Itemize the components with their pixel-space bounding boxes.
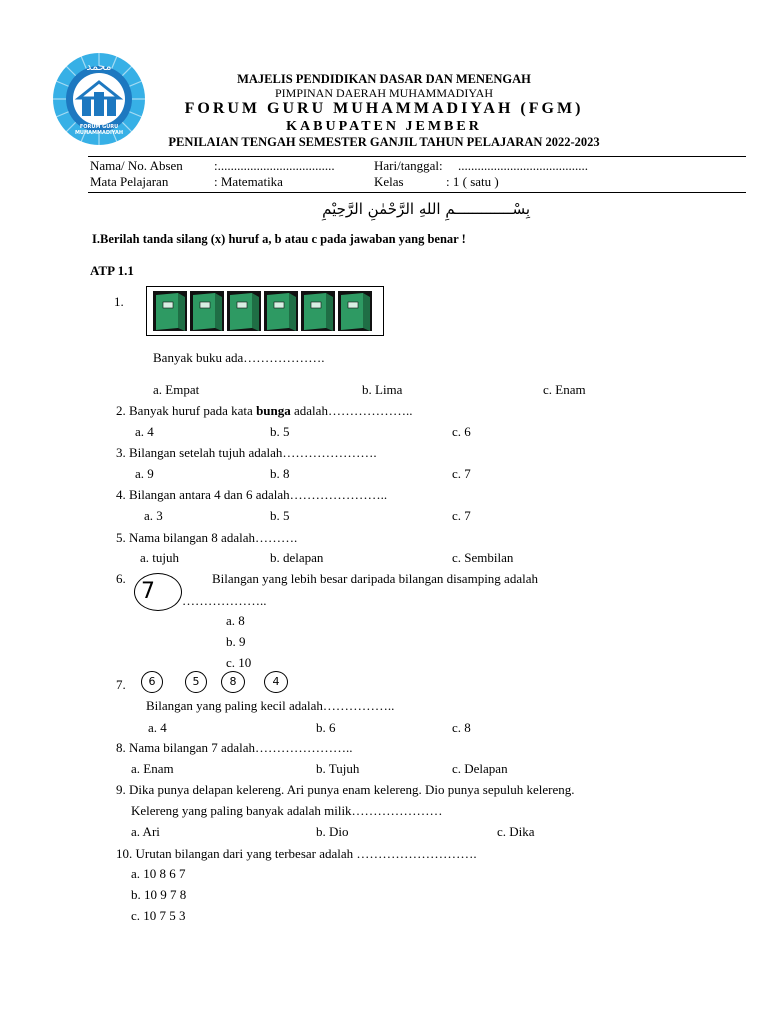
q9-option-a[interactable]: a. Ari bbox=[131, 824, 160, 839]
q8-option-b[interactable]: b. Tujuh bbox=[316, 761, 360, 776]
q1-text: Banyak buku ada………………. bbox=[153, 350, 325, 365]
date-label: Hari/tanggal: bbox=[374, 158, 443, 173]
q3-option-a[interactable]: a. 9 bbox=[135, 466, 154, 481]
q7-option-b[interactable]: b. 6 bbox=[316, 720, 336, 735]
q6-option-a[interactable]: a. 8 bbox=[226, 613, 245, 628]
q7-circle-3-value: 8 bbox=[229, 675, 237, 688]
subject-value: : Matematika bbox=[214, 174, 283, 189]
basmalah: بِسْـــــــــــــمِ اللهِ الرَّحْمٰنِ الرَّحِيْمِ bbox=[322, 200, 530, 218]
header-line-5: PENILAIAN TENGAH SEMESTER GANJIL TAHUN PELAJARAN 2022-2023 bbox=[168, 135, 600, 149]
q10-text: 10. Urutan bilangan dari yang terbesar adalah ………………………. bbox=[116, 846, 477, 861]
q9-option-c[interactable]: c. Dika bbox=[497, 824, 535, 839]
header-line-4: KABUPATEN JEMBER bbox=[286, 119, 482, 134]
q7-circle-1 bbox=[141, 671, 163, 693]
q4-option-a[interactable]: a. 3 bbox=[144, 508, 163, 523]
q6-option-b[interactable]: b. 9 bbox=[226, 634, 246, 649]
q6-option-c[interactable]: c. 10 bbox=[226, 655, 252, 670]
q6-text-dots: ……………….. bbox=[182, 593, 267, 608]
book-icon bbox=[301, 291, 335, 331]
q6-number: 6. bbox=[116, 571, 126, 586]
identity-divider bbox=[88, 192, 746, 193]
book-icon bbox=[153, 291, 187, 331]
q10-option-b[interactable]: b. 10 9 7 8 bbox=[131, 887, 187, 902]
q6-number-circle bbox=[134, 573, 182, 611]
q5-text: 5. Nama bilangan 8 adalah………. bbox=[116, 530, 298, 545]
atp-label: ATP 1.1 bbox=[90, 263, 134, 278]
q2-text-before: 2. Banyak huruf pada kata bbox=[116, 403, 257, 418]
q8-text: 8. Nama bilangan 7 adalah………………….. bbox=[116, 740, 353, 755]
q5-option-b[interactable]: b. delapan bbox=[270, 550, 324, 565]
instruction: I.Berilah tanda silang (x) huruf a, b atau c pada jawaban yang benar ! bbox=[92, 232, 466, 246]
q6-text: Bilangan yang lebih besar daripada bilangan disamping adalah bbox=[212, 571, 538, 586]
q2-option-a[interactable]: a. 4 bbox=[135, 424, 154, 439]
logo-arabic: محمد bbox=[86, 60, 112, 73]
q4-text: 4. Bilangan antara 4 dan 6 adalah………………….. bbox=[116, 487, 388, 502]
book-icon bbox=[190, 291, 224, 331]
q7-circle-1-value: 6 bbox=[148, 675, 156, 688]
q10-option-a[interactable]: a. 10 8 6 7 bbox=[131, 866, 186, 881]
q7-circle-4-value: 4 bbox=[272, 675, 280, 688]
q2-option-c[interactable]: c. 6 bbox=[452, 424, 471, 439]
class-value: : 1 ( satu ) bbox=[446, 174, 499, 189]
q7-circle-4 bbox=[264, 671, 288, 693]
q7-number: 7. bbox=[116, 677, 126, 692]
subject-label: Mata Pelajaran bbox=[90, 174, 169, 189]
q1-option-c[interactable]: c. Enam bbox=[543, 382, 586, 397]
q2-option-b[interactable]: b. 5 bbox=[270, 424, 290, 439]
q4-option-b[interactable]: b. 5 bbox=[270, 508, 290, 523]
q2-text-after: adalah……………….. bbox=[290, 403, 413, 418]
q7-option-c[interactable]: c. 8 bbox=[452, 720, 471, 735]
q7-circle-2 bbox=[185, 671, 207, 693]
date-field[interactable]: ........................................ bbox=[458, 158, 588, 173]
q3-text: 3. Bilangan setelah tujuh adalah…………………. bbox=[116, 445, 377, 460]
q7-option-a[interactable]: a. 4 bbox=[148, 720, 167, 735]
q1-option-b[interactable]: b. Lima bbox=[362, 382, 403, 397]
name-label: Nama/ No. Absen bbox=[90, 158, 183, 173]
q5-option-c[interactable]: c. Sembilan bbox=[452, 550, 514, 565]
q9-text: 9. Dika punya delapan kelereng. Ari punya enam kelereng. Dio punya sepuluh kelereng. bbox=[116, 782, 575, 797]
q3-option-c[interactable]: c. 7 bbox=[452, 466, 471, 481]
header-line-2: PIMPINAN DAERAH MUHAMMADIYAH bbox=[274, 86, 493, 100]
book-icon bbox=[227, 291, 261, 331]
book-icon bbox=[264, 291, 298, 331]
q3-option-b[interactable]: b. 8 bbox=[270, 466, 290, 481]
name-field[interactable]: :.................................... bbox=[214, 158, 335, 173]
q9-text-2: Kelereng yang paling banyak adalah milik………………… bbox=[131, 803, 443, 818]
q7-text: Bilangan yang paling kecil adalah…………….. bbox=[146, 698, 395, 713]
q8-option-c[interactable]: c. Delapan bbox=[452, 761, 508, 776]
logo-caption: FORUM GURU MUHAMMADIYAH bbox=[74, 124, 124, 136]
class-label: Kelas bbox=[374, 174, 404, 189]
header-divider bbox=[88, 156, 746, 157]
q2-bold-word: bunga bbox=[256, 403, 291, 418]
books-picture bbox=[146, 286, 384, 336]
q4-option-c[interactable]: c. 7 bbox=[452, 508, 471, 523]
q10-option-c[interactable]: c. 10 7 5 3 bbox=[131, 908, 186, 923]
q9-option-b[interactable]: b. Dio bbox=[316, 824, 349, 839]
q8-option-a[interactable]: a. Enam bbox=[131, 761, 174, 776]
q6-circle-value: 7 bbox=[141, 579, 155, 604]
header-line-3: FORUM GURU MUHAMMADIYAH (FGM) bbox=[184, 100, 584, 117]
q7-circle-2-value: 5 bbox=[192, 675, 200, 688]
q2-text bbox=[116, 403, 412, 419]
book-icon bbox=[338, 291, 372, 331]
q1-number: 1. bbox=[114, 294, 124, 309]
q7-circle-3 bbox=[221, 671, 245, 693]
q5-option-a[interactable]: a. tujuh bbox=[140, 550, 179, 565]
header-line-1: MAJELIS PENDIDIKAN DASAR DAN MENENGAH bbox=[237, 72, 531, 86]
q1-option-a[interactable]: a. Empat bbox=[153, 382, 200, 397]
